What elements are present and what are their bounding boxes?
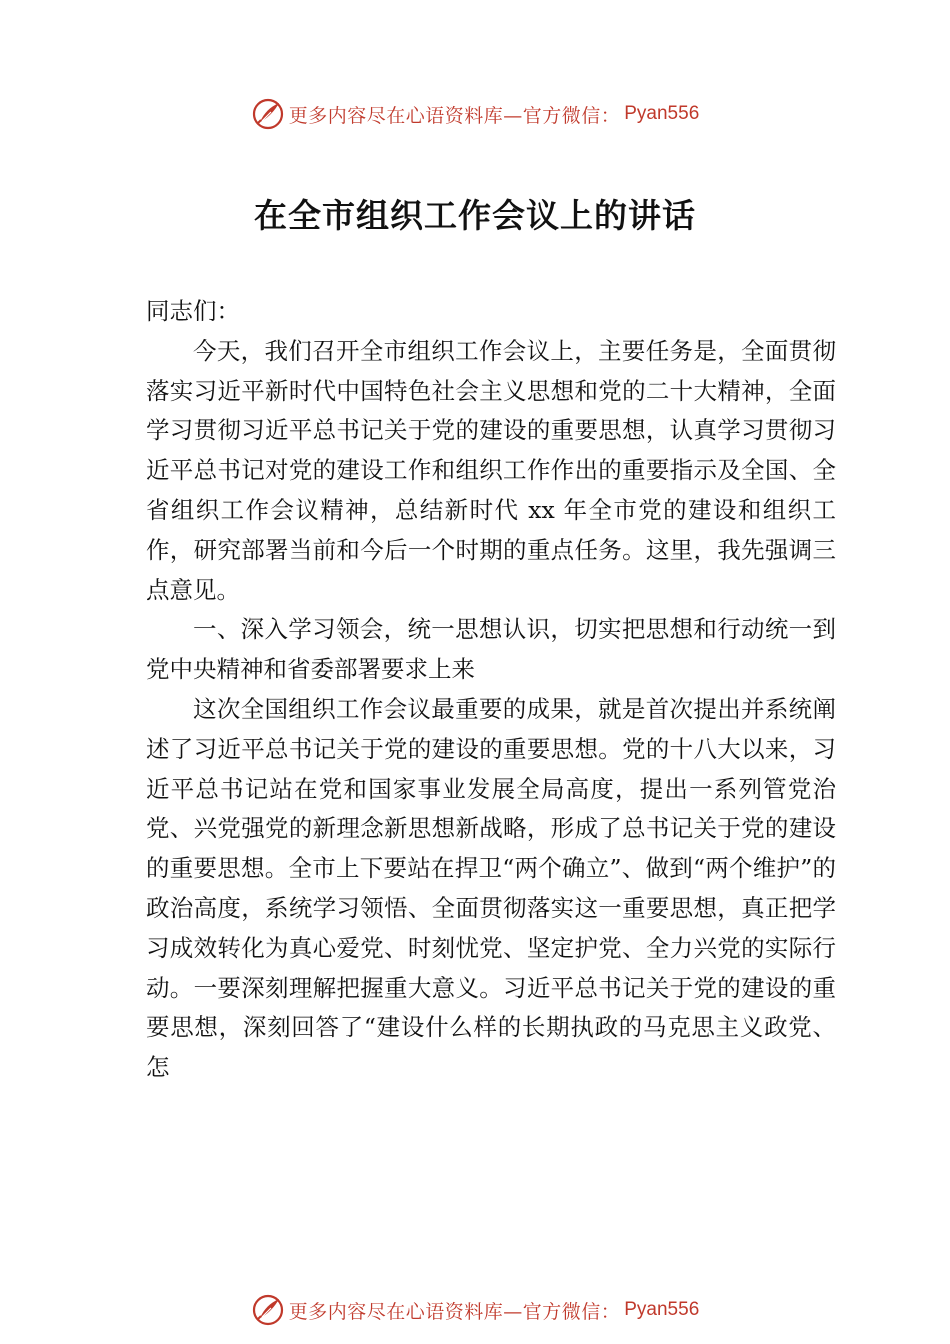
header-watermark (0, 94, 950, 134)
watermark-wechat-id: Pyan556 (624, 1299, 700, 1320)
watermark-text: 更多内容尽在心语资料库—官方微信： (288, 104, 621, 127)
watermark-inner (251, 1293, 700, 1327)
footer-watermark (0, 1290, 950, 1330)
quill-logo-icon (251, 1293, 285, 1327)
salutation: 同志们： (146, 297, 240, 325)
paragraph-section-1: 这次全国组织工作会议最重要的成果，就是首次提出并系统阐述了习近平总书记关于党的建设的重要思想。党的十八大以来，习近平总书记站在党和国家事业发展全局高度，提出一系列管党治党、兴党强党的新理念新思想新战略，形成了总书记关于党的建设的重要思想。全市上下要站在捍卫“两个确立”、做到“两个维护”的政治高度，系统学习领悟、全面贯彻落实这一重要思想，真正把学习成效转化为真心爱党、时刻忧党、坚定护党、全力兴党的实际行动。一要深刻理解把握重大意义。习近平总书记关于党的建设的重要思想，深刻回答了“建设什么样的长期执政的马克思主义政党、怎 (146, 694, 836, 1082)
watermark-text: 更多内容尽在心语资料库—官方微信： (288, 1300, 621, 1323)
watermark-wechat-id: Pyan556 (624, 103, 700, 124)
document-title: 在全市组织工作会议上的讲话 (254, 196, 696, 235)
document-body (146, 292, 836, 1088)
paragraph-intro: 今天，我们召开全市组织工作会议上，主要任务是，全面贯彻落实习近平新时代中国特色社会主义思想和党的二十大精神，全面学习贯彻习近平总书记关于党的建设的重要思想，认真学习贯彻习近平总书记对党的建设工作和组织工作作出的重要指示及全国、全省组织工作会议精神，总结新时代 xx 年全市党的建设和组织工作，研究部署当前和今后一个时期的重点任务。这里，我先强调三点意见。 (146, 336, 836, 604)
watermark-inner (251, 97, 700, 131)
section-heading-1: 一、深入学习领会，统一思想认识，切实把思想和行动统一到党中央精神和省委部署要求上来 (146, 615, 836, 684)
quill-logo-icon (251, 97, 285, 131)
